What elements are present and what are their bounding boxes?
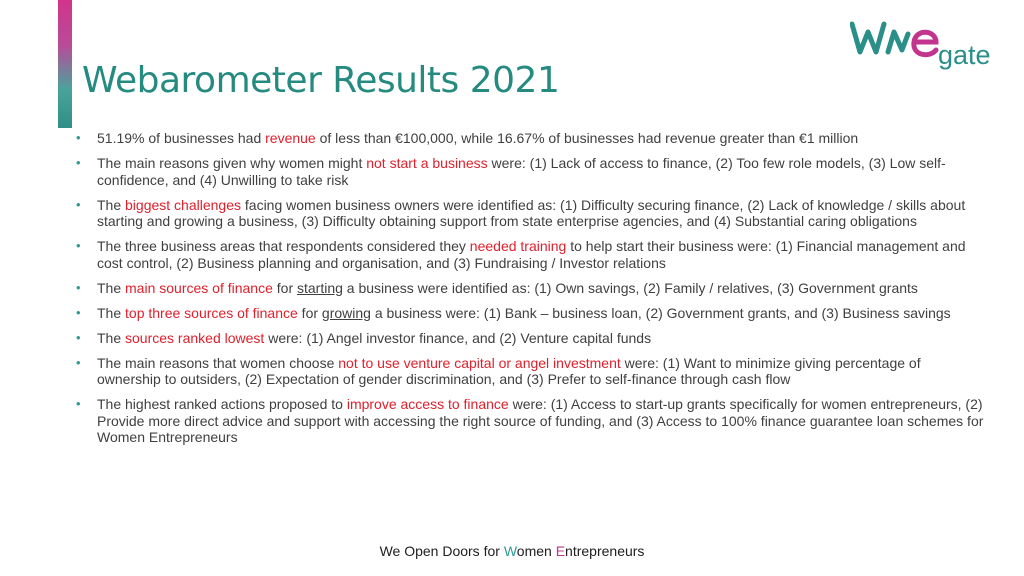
- footer-letter-w: W: [503, 543, 517, 559]
- highlight-text: improve access to finance: [346, 396, 509, 413]
- bullet-text: were: (1) Angel investor finance, and (2) Venture capital funds: [264, 329, 652, 346]
- bullet-text: were: (1) Lack of access to finance, (2) Too few role models, (3) Low self-confidence, and (4) Unwilling to take risk: [97, 154, 946, 188]
- footer-tagline: [0, 543, 1024, 559]
- bullet-list: [76, 130, 986, 454]
- bullet-dot-icon: •: [76, 130, 81, 145]
- bullet-text: The highest ranked actions proposed to: [97, 396, 347, 413]
- highlight-text: needed training: [469, 238, 567, 255]
- bullet-dot-icon: •: [76, 354, 81, 370]
- underlined-text: starting: [297, 279, 343, 296]
- bullet-text: a business were identified as: (1) Own savings, (2) Family / relatives, (3) Government grants: [342, 279, 918, 296]
- highlight-text: sources ranked lowest: [125, 329, 265, 346]
- bullet-dot-icon: •: [76, 329, 81, 345]
- bullet-text: The main reasons given why women might: [97, 154, 367, 171]
- bullet-item: [76, 155, 986, 188]
- logo-wordmark: gate: [938, 40, 991, 70]
- wegate-logo: [850, 12, 1010, 72]
- bullet-dot-icon: •: [76, 279, 81, 295]
- footer-letter-e: E: [555, 543, 566, 559]
- bullet-text: The: [97, 196, 126, 213]
- highlight-text: not to use venture capital or angel investment: [338, 354, 621, 371]
- bullet-text: The main reasons that women choose: [97, 354, 339, 371]
- bullet-item: [76, 330, 986, 347]
- bullet-dot-icon: •: [76, 238, 81, 254]
- bullet-text: facing women business owners were identified as: (1) Difficulty securing finance, (2) Lack of knowledge / skills about starting and growing a business, (3) Difficulty obtaining support from state enterprise agencies, and (4) Substantial caring obligations: [97, 196, 966, 230]
- page-title: Webarometer Results 2021: [82, 60, 560, 101]
- bullet-text: of less than €100,000, while 16.67% of businesses had revenue greater than €1 million: [315, 130, 859, 146]
- highlight-text: revenue: [265, 130, 316, 146]
- bullet-text: The: [97, 304, 126, 321]
- highlight-text: top three sources of finance: [125, 304, 298, 321]
- highlight-text: biggest challenges: [125, 196, 241, 213]
- bullet-text: 51.19% of businesses had: [97, 130, 266, 146]
- footer-text-pre: We Open Doors for: [379, 543, 504, 559]
- bullet-text: a business were: (1) Bank – business loan, (2) Government grants, and (3) Business savings: [370, 304, 951, 321]
- highlight-text: not start a business: [366, 154, 488, 171]
- bullet-text: The three business areas that respondents considered they: [97, 238, 470, 255]
- bullet-item: [76, 130, 986, 147]
- bullet-text: The: [97, 279, 126, 296]
- bullet-item: [76, 280, 986, 297]
- bullet-dot-icon: •: [76, 154, 81, 170]
- bullet-text: to help start their business were: (1) Financial management and cost control, (2) Business planning and organisation, and (3) Fundraising / Investor relations: [97, 238, 966, 271]
- bullet-text: for: [297, 304, 322, 321]
- bullet-item: [76, 305, 986, 322]
- bullet-item: [76, 355, 986, 388]
- bullet-item: [76, 197, 986, 230]
- bullet-text: The: [97, 329, 126, 346]
- footer-text-ntre: ntrepreneurs: [565, 543, 645, 559]
- footer-text-omen: omen: [516, 543, 556, 559]
- bullet-text: were: (1) Want to minimize giving percentage of ownership to outsiders, (2) Expectation of gender discrimination, and (3) Prefer to self-finance through cash flow: [97, 354, 921, 388]
- underlined-text: growing: [321, 304, 371, 321]
- bullet-dot-icon: •: [76, 196, 81, 212]
- accent-bar: [58, 0, 72, 128]
- bullet-item: [76, 238, 986, 271]
- highlight-text: main sources of finance: [125, 279, 273, 296]
- bullet-text: for: [272, 279, 297, 296]
- bullet-item: [76, 396, 986, 446]
- bullet-dot-icon: •: [76, 396, 81, 412]
- bullet-text: were: (1) Access to start-up grants specifically for women entrepreneurs, (2) Provide more direct advice and support with accessing the right source of funding, and (3) Access to 100% finance guarantee loan schemes for Women Entrepreneurs: [97, 396, 984, 446]
- bullet-dot-icon: •: [76, 304, 81, 320]
